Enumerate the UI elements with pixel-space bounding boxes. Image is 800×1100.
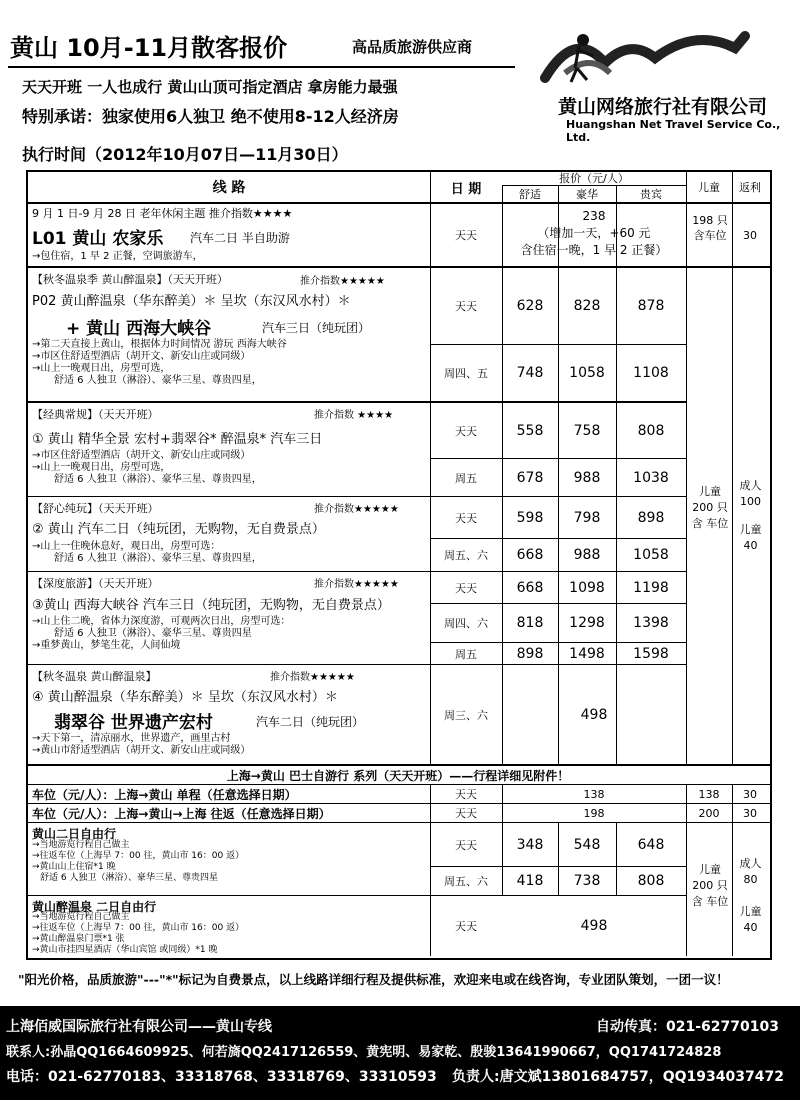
route-2-price-6: 1058 (633, 547, 669, 563)
col-deluxe-header: 豪华 (576, 188, 598, 201)
col-price-header: 报价（元/人） (559, 172, 629, 185)
company-name-en: Huangshan Net Travel Service Co., Ltd. (566, 118, 781, 144)
route-3-price-1: 668 (516, 579, 544, 596)
free-tour-2-date: 天天 (455, 920, 477, 933)
route-3-price-2: 1098 (569, 579, 605, 596)
route-2-price-4: 668 (516, 547, 544, 563)
list-item: 舒适 6 人独卫（淋浴）、豪华三星、尊贵四星 (40, 873, 218, 883)
free-tour-1-price-1: 348 (516, 836, 544, 853)
bus-row-2-price: 198 (583, 806, 605, 820)
route-p02-date-1: 天天 (455, 300, 477, 313)
footer-contacts: 联系人:孙晶QQ1664609925、何若旖QQ2417126559、黄宪明、易家乾、殷骏13641990667，QQ1741724828 (6, 1045, 722, 1060)
footer-fax: 自动传真：021-62770103 (596, 1019, 779, 1035)
bus-series-banner: 上海→黄山 巴士自游行 系列（天天开班）——行程详细见附件！ (226, 768, 570, 783)
free-tour-1-notes (32, 840, 244, 884)
list-item: →往返车位（上海早 7：00 往，黄山市 16：00 返） (32, 923, 245, 933)
col-rebate-header: 返利 (739, 181, 761, 194)
route-1-price-4: 678 (516, 469, 544, 486)
free-tour-2-notes (32, 912, 244, 956)
route-p02-title-b: + 黄山 西海大峡谷 (66, 319, 212, 339)
route-3-price-8: 1498 (569, 645, 605, 662)
free-tour-1-price-5: 738 (573, 873, 601, 889)
list-item: →黄山醉温泉门票*1 张 (32, 934, 125, 944)
free-tour-1-date-2: 周五、六 (444, 875, 488, 888)
route-1-price-6: 1038 (633, 469, 669, 486)
route-2-price-5: 988 (573, 547, 601, 563)
free-tour-1-price-3: 648 (637, 836, 665, 853)
list-item: 舒适 6 人独卫（淋浴）、豪华三星、尊贵四星 (54, 628, 252, 639)
list-item: →当地游览行程自己做主 (32, 840, 130, 850)
route-4-title-b: 翡翠谷 世界遗产宏村 (54, 713, 213, 733)
bus-row-1-child: 138 (698, 787, 720, 801)
bus-row-1-price: 138 (583, 787, 605, 801)
mid-rebate-child: 儿童 40 (739, 523, 762, 552)
route-2-price-2: 798 (573, 509, 601, 526)
route-1-subtitle: 【经典常规】（天天开班） (32, 408, 159, 421)
list-item: →黄山市挂四星酒店（华山宾馆 或同级）*1 晚 (32, 945, 218, 955)
route-1-stars: 推介指数 ★★★★ (314, 410, 394, 421)
route-3-date-2: 周四、六 (444, 617, 488, 630)
bus-row-2-route: 车位（元/人）：上海→黄山→上海 往返（任意选择日期） (32, 807, 331, 821)
route-4-title-a: ④ 黄山醉温泉（华东醉美）＊ 呈坎（东汉风水村）＊ (32, 690, 338, 705)
free-tour-1-date-1: 天天 (455, 838, 477, 852)
list-item: →山上一住晚休息好，观日出，房型可选： (32, 541, 221, 552)
route-3-price-4: 818 (516, 615, 544, 631)
route-4-notes (32, 733, 250, 757)
list-item: →黄山市舒适型酒店（胡开文、新安山庄或同级） (32, 745, 251, 756)
route-2-subtitle: 【舒心纯玩】（天天开班） (32, 502, 159, 515)
route-1-price-3: 808 (637, 422, 665, 439)
route-3-title: ③黄山 西海大峡谷 汽车三日（纯玩团，无购物，无自费景点） (32, 598, 390, 613)
list-item: →重梦黄山，梦笔生花，人间仙境 (32, 640, 181, 651)
mid-child-price: 儿童 200 只含 车位 (691, 485, 729, 530)
route-3-price-3: 1198 (633, 579, 669, 596)
bus-row-1-route: 车位（元/人）：上海→黄山 单程（任意选择日期） (32, 788, 297, 802)
page-title: 黄山 10月-11月散客报价 (10, 34, 288, 62)
free-tour-2-title: 黄山醉温泉 二日自由行 (32, 900, 157, 914)
route-2-title: ② 黄山 汽车二日（纯玩团，无购物，无自费景点） (32, 522, 325, 537)
free-rebate-child: 儿童 40 (739, 905, 762, 934)
route-l01-date: 天天 (455, 229, 477, 242)
route-1-price-5: 988 (573, 469, 601, 486)
route-l01-price (502, 208, 686, 259)
free-tour-1-title: 黄山二日自由行 (32, 827, 117, 841)
free-tour-1-price-4: 418 (516, 873, 544, 889)
route-p02-price-3: 878 (637, 298, 665, 314)
route-p02-notes (32, 339, 287, 387)
header-tagline: 天天开班 一人也成行 黄山山顶可指定酒店 拿房能力最强 (22, 78, 398, 96)
route-p02-date-2: 周四、五 (444, 367, 488, 380)
col-date-header: 日 期 (450, 181, 482, 197)
footer-manager: 负责人:唐文斌13801684757，QQ1934037472 (452, 1069, 784, 1085)
route-l01-title: L01 黄山 农家乐 (32, 229, 164, 249)
bus-row-2-child: 200 (698, 806, 720, 820)
list-item: 舒适 6 人独卫（淋浴）、豪华三星、尊贵四星， (54, 474, 262, 485)
free-tour-2-price: 498 (580, 918, 608, 934)
list-item: →市区住舒适型酒店（胡开文、新安山庄或同级） (32, 351, 251, 362)
list-item: →第二天直接上黄山，根据体力时间情况 游玩 西海大峡谷 (32, 339, 287, 350)
route-2-date-1: 天天 (455, 511, 477, 525)
route-1-price-2: 758 (573, 422, 601, 439)
free-tour-1-price-6: 808 (637, 873, 665, 889)
route-1-notes (32, 450, 262, 486)
footer-phone: 电话：021-62770183、33318768、33318769、33310593 (6, 1069, 437, 1085)
slogan: "阳光价格，品质旅游"---"*"标记为自费景点，以上线路详细行程及提供标准，欢迎来电或在线咨询，专业团队策划，一团一议！ (18, 972, 729, 987)
free-rebate-adult: 成人 80 (739, 857, 762, 886)
route-3-price-6: 1398 (633, 615, 669, 631)
route-l01-price-value: 238 (582, 209, 606, 223)
route-p02-title-a: P02 黄山醉温泉（华东醉美）＊ 呈坎（东汉风水村）＊ (32, 294, 351, 309)
list-item: →山上住二晚，省体力深度游，可观两次日出，房型可选： (32, 616, 291, 627)
route-p02-title-b-note: 汽车三日（纯玩团） (262, 321, 371, 335)
special-promise: 特别承诺：独家使用6人独卫 绝不使用8-12人经济房 (22, 107, 399, 126)
route-3-price-9: 1598 (633, 645, 669, 662)
list-item: →天下第一，清凉丽水，世界遗产，画里古村 (32, 733, 231, 744)
route-4-stars: 推介指数★★★★★ (270, 672, 355, 683)
route-1-price-1: 558 (516, 422, 544, 439)
route-p02-stars: 推介指数★★★★★ (300, 276, 385, 287)
route-l01-price-extra: （增加一天，+60 元 (537, 226, 651, 240)
route-2-notes (32, 541, 262, 565)
list-item: →山上一晚观日出，房型可选， (32, 462, 171, 473)
execution-period: 执行时间（2012年10月07日—11月30日） (22, 145, 348, 164)
free-tour-1-price-2: 548 (573, 836, 601, 853)
route-4-title-b-note: 汽车二日（纯玩团） (256, 715, 365, 729)
route-2-date-2: 周五、六 (444, 549, 488, 562)
col-route-header: 线 路 (212, 180, 246, 196)
route-p02-price-4: 748 (516, 365, 544, 381)
page-subtitle: 高品质旅游供应商 (352, 38, 473, 56)
route-l01-title-note: 汽车二日 半自助游 (190, 231, 290, 245)
route-3-price-5: 1298 (569, 615, 605, 631)
route-l01-price-meal: 含住宿一晚，1 早 2 正餐） (520, 243, 668, 257)
mid-rebate-adult: 成人 100 (739, 479, 762, 508)
bus-row-2-date: 天天 (455, 807, 477, 820)
route-3-subtitle: 【深度旅游】（天天开班） (32, 577, 159, 590)
list-item: →市区住舒适型酒店（胡开文、新安山庄或同级） (32, 450, 251, 461)
route-3-date-1: 天天 (455, 581, 477, 595)
col-child-header: 儿童 (698, 181, 720, 194)
list-item: →往返车位（上海早 7：00 往，黄山市 16：00 返） (32, 851, 245, 861)
bus-row-2-rebate: 30 (743, 806, 757, 820)
route-l01-subtitle: 9 月 1 日-9 月 28 日 老年休闲主题 推介指数★★★★ (32, 207, 293, 220)
route-p02-price-5: 1058 (569, 365, 605, 381)
route-1-date-2: 周五 (455, 471, 477, 485)
route-l01-rebate: 30 (743, 228, 757, 242)
route-2-stars: 推介指数★★★★★ (314, 504, 399, 515)
route-3-notes (32, 616, 290, 652)
route-p02-price-6: 1108 (633, 365, 669, 381)
list-item: 舒适 6 人独卫（淋浴）、豪华三星、尊贵四星， (54, 553, 262, 564)
route-p02-subtitle: 【秋冬温泉季 黄山醉温泉】（天天开班） (32, 273, 228, 286)
list-item: →山上一晚观日出，房型可选， (32, 363, 171, 374)
list-item: →当地游览行程自己做主 (32, 912, 130, 922)
bus-row-1-rebate: 30 (743, 787, 757, 801)
company-logo (535, 18, 775, 94)
col-comfort-header: 舒适 (519, 188, 541, 201)
free-child-price: 儿童 200 只含 车位 (691, 863, 729, 908)
route-4-date: 周三、六 (444, 708, 488, 722)
list-item: 舒适 6 人独卫（淋浴）、豪华三星、尊贵四星， (54, 375, 262, 386)
route-3-stars: 推介指数★★★★★ (314, 579, 399, 590)
route-4-price: 498 (580, 706, 608, 723)
list-item: →黄山山上住宿*1 晚 (32, 862, 116, 872)
route-p02-price-1: 628 (516, 298, 544, 314)
col-vip-header: 贵宾 (640, 188, 662, 201)
route-3-price-7: 898 (516, 645, 544, 662)
route-3-date-3: 周五 (455, 647, 477, 661)
company-name-cn: 黄山网络旅行社有限公司 (558, 96, 768, 118)
route-1-title: ① 黄山 精华全景 宏村+翡翠谷* 醉温泉* 汽车三日 (32, 432, 323, 447)
route-2-price-3: 898 (637, 509, 665, 526)
route-p02-price-2: 828 (573, 298, 601, 314)
route-1-date-1: 天天 (455, 424, 477, 438)
bus-row-1-date: 天天 (455, 788, 477, 801)
route-4-subtitle: 【秋冬温泉 黄山醉温泉】 (32, 670, 157, 683)
footer-company: 上海佰威国际旅行社有限公司——黄山专线 (6, 1019, 272, 1035)
route-l01-note: →包住宿，1 早 2 正餐，空调旅游车， (32, 251, 203, 262)
route-l01-child: 198 只含车位 (692, 214, 728, 242)
route-2-price-1: 598 (516, 509, 544, 526)
